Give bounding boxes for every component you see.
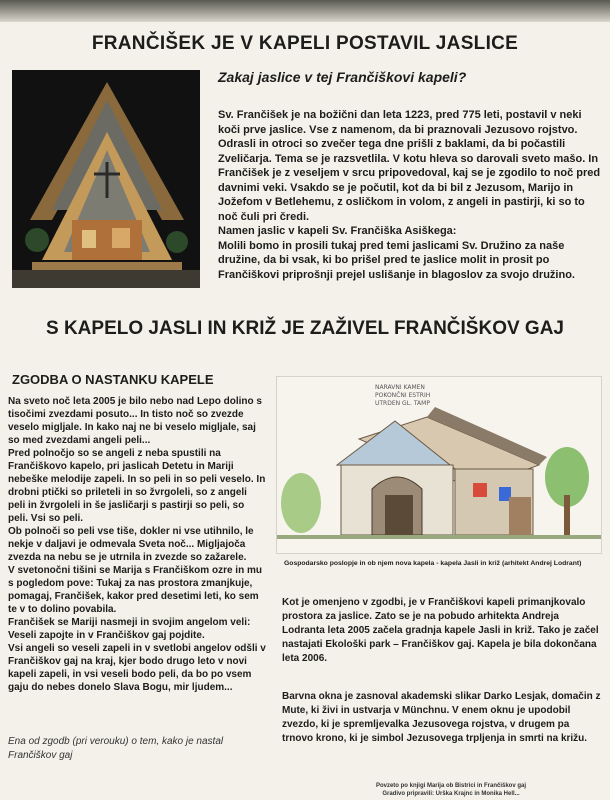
nativity-chapel-photo xyxy=(12,70,200,288)
purpose-heading: Namen jaslic v kapeli Sv. Frančiška Asiškega: xyxy=(218,225,457,237)
credit-line: Gradivo pripravili: Urška Krajnc in Monika Hell... xyxy=(382,791,520,797)
windows-paragraph: Barvna okna je zasnoval akademski slikar Darko Lesjak, domačin z Mute, ki živi in ustvarja v Münchnu. V enem oknu je upodobil zvezdo, ki je spremljevalka Jezusovega rojstva, v drugem pa trnovo krono, ki je simbol Jezusovega trpljenja in smrti na križu. xyxy=(282,691,601,744)
chapel-drawing xyxy=(276,376,602,554)
construction-paragraph: Kot je omenjeno v zgodbi, je v Frančiškovi kapeli primanjkovalo prostora za jaslice. Zato se je na pobudo arhitekta Andreja Lodranta leta 2005 začela gradnja kapele Jasli in križ. Tako je začel nastajati Ekološki park – Frančiškov gaj. Kapela je bila dokončana leta 2006. xyxy=(282,597,599,664)
purpose-paragraph: Molili bomo in prosili tukaj pred temi jaslicami Sv. Družino za naše družine, da bi vsak, ki bo prišel pred te jaslice molit in prosit po Frančiškovi priprošnji prejel uslišanje in blagoslov za svojo družino. xyxy=(218,239,575,281)
drawing-note-line: POKONČNI ESTRIH xyxy=(375,392,431,399)
story-paragraph: Pred polnočjo so se angeli z neba spustili na Frančiškovo kapelo, pri jaslicah Detetu in Mariji nebeške melodije zapeli. In so peli in so peli veselo. In drobni ptički so prileteli in so žvrgoleli, so z angeli peli in žvrgoleli in še jasličarji s pastirji so peli, so peli. Vsi so peli. xyxy=(8,448,266,524)
intro-paragraph: Sv. Frančišek je na božični dan leta 1223, pred 775 leti, postavil v neki koči prve jaslice. Vse z namenom, da bi praznovali Jezusovo rojstvo. Odrasli in otroci so zvečer tega dne prišli z baklami, da bi počastili Zveličarja. Tema se je razsvetlila. V kotu hleva so darovali sveto mašo. In Frančišek je z veseljem v srcu pripovedoval, kaj se je zgodilo to noč pred davnimi veki. Vsakdo se je počutil, kot da bi bil z Jezusom, Marijo in Jožefom v Betlehemu, z osličkom in volom, z angeli in pastirji, ki so to noč čuli pri čredi. xyxy=(218,109,601,223)
story-signature: Ena od zgodb (pri verouku) o tem, kako je nastal Frančiškov gaj xyxy=(8,736,224,761)
board-top-frame xyxy=(0,0,610,22)
section-heading: S KAPELO JASLI IN KRIŽ JE ZAŽIVEL FRANČIŠKOV GAJ xyxy=(46,318,564,339)
credits xyxy=(296,782,606,798)
story-paragraph: V svetonočni tišini se Marija s Frančiškom ozre in mu s pogledom pove: Tukaj za nas prostora zmanjkuje, pomagaj, Frančišek, kakor pred desetimi leti, ko sem te v to dolino povabila. xyxy=(8,565,262,615)
question-heading: Zakaj jaslice v tej Frančiškovi kapeli? xyxy=(218,69,467,85)
drawing-note-line: NARAVNI KAMEN xyxy=(375,384,425,391)
intro-text xyxy=(218,108,604,282)
main-heading: FRANČIŠEK JE V KAPELI POSTAVIL JASLICE xyxy=(91,33,519,54)
story-text xyxy=(8,395,266,694)
story-paragraph: Ob polnoči so peli vse tiše, dokler ni vse utihnilo, le nekje v daljavi je odmevala Sveta noč... Migljajoča zvezda na nebu se je utrnila in zvezde so zažarele. xyxy=(8,526,254,563)
story-paragraph: Na sveto noč leta 2005 je bilo nebo nad Lepo dolino s tisočimi zvezdami posuto... In tisto noč so zvezde veselo migljale. In kako naj ne bi veselo migljale, saj so med zvezdami angeli peli... xyxy=(8,396,262,446)
story-heading: ZGODBA O NASTANKU KAPELE xyxy=(12,372,214,387)
drawing-caption: Gospodarsko poslopje in ob njem nova kapela - kapela Jasli in križ (arhitekt Andrej Lodrant) xyxy=(284,560,582,567)
construction-text xyxy=(282,596,602,666)
story-paragraph: Frančišek se Mariji nasmeji in svojim angelom veli: Veseli zapojte in v Frančiškov gaj pojdite. xyxy=(8,617,251,641)
story-paragraph: Vsi angeli so veseli zapeli in v svetlobi angelov odšli v Frančiškov gaj na kraj, kjer bodo drugo leto v novi kapeli zapeli, in vsi veseli bodo peli, da bo po vsem gaju do nebes donelo Slava Bogu, mir ljudem... xyxy=(8,643,266,693)
windows-text xyxy=(282,690,602,746)
drawing-note-line: UTRDEN GL. TAMP xyxy=(375,400,430,407)
credit-line: Povzeto po knjigi Marija ob Bistrici in Frančiškov gaj xyxy=(375,783,527,789)
